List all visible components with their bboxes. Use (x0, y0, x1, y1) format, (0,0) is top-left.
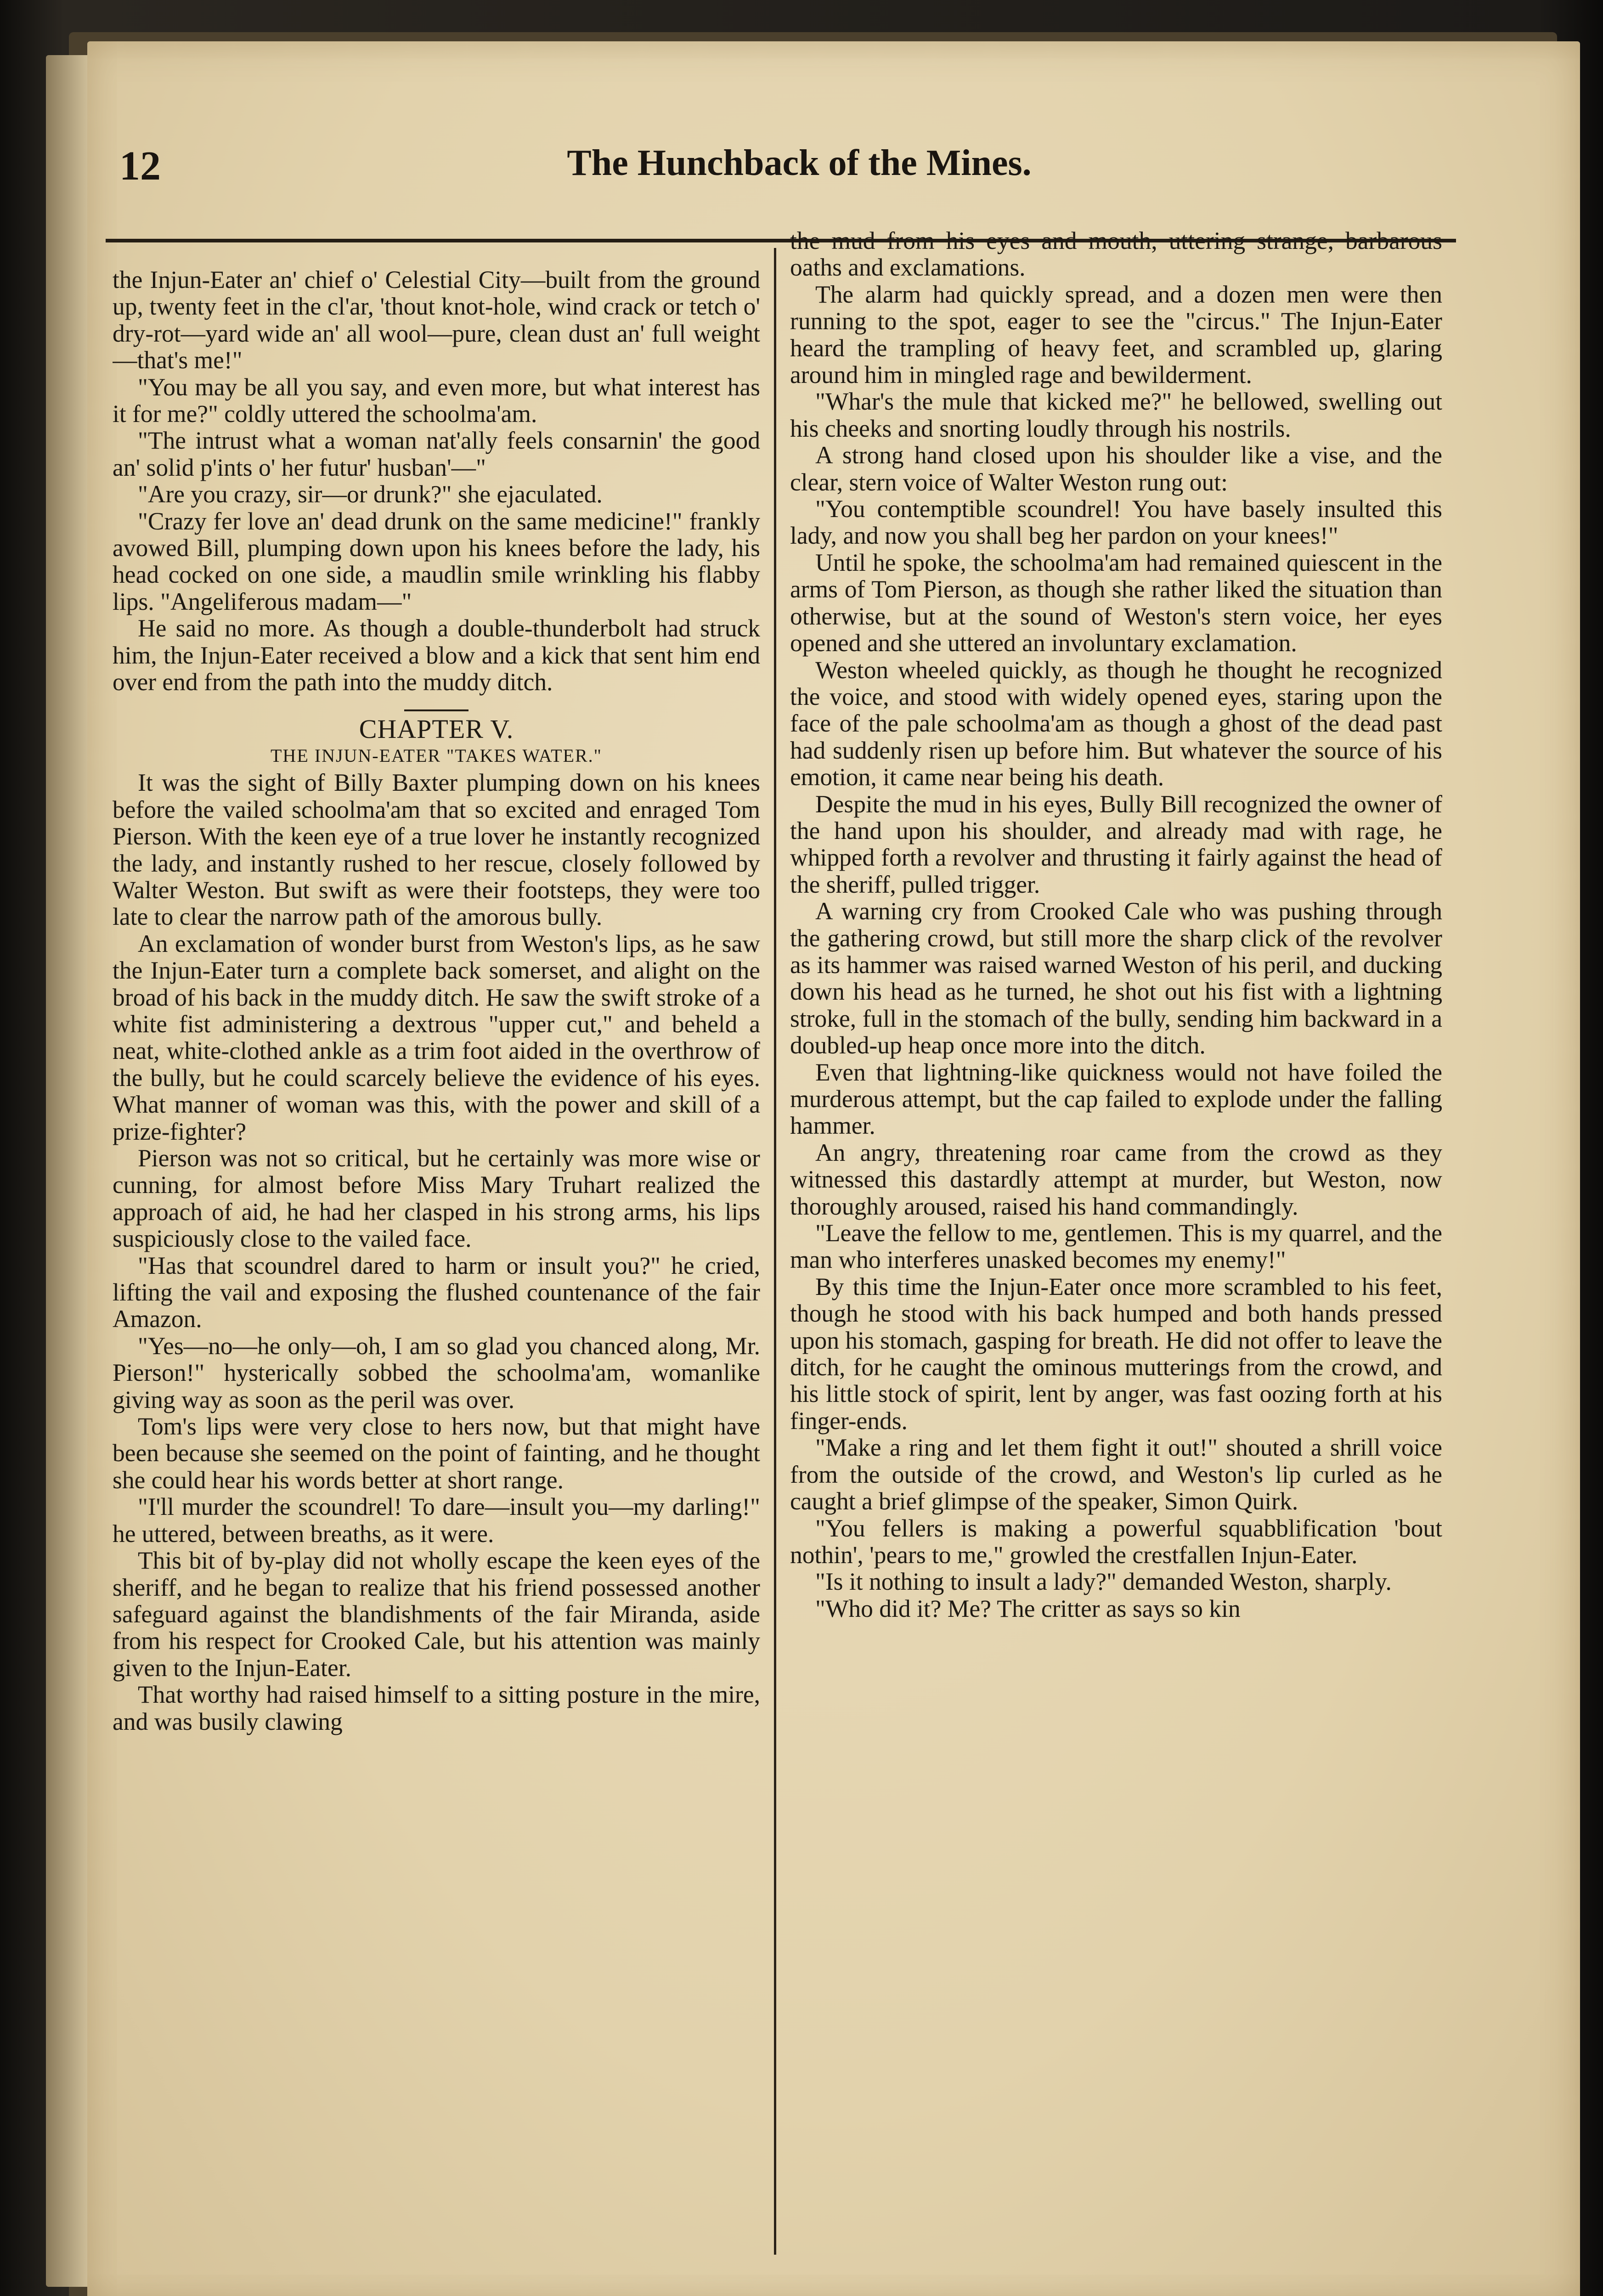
left-column (113, 266, 760, 2259)
paragraph: An exclamation of wonder burst from Weston's lips, as he saw the Injun-Eater turn a complete back somerset, and alight on the broad of his back in the muddy ditch. He saw the swift stroke of a white fist administering a dextrous "upper cut," and beheld a neat, white-clothed ankle as a trim foot aided in the overthrow of the bully, but he could scarcely believe the evidence of his eyes. What manner of woman was this, with the power and skill of a prize-fighter? (113, 929, 760, 1145)
paragraph: "You contemptible scoundrel! You have basely insulted this lady, and now you shall beg her pardon on your knees!" (790, 495, 1442, 550)
paragraph: "Make a ring and let them fight it out!" shouted a shrill voice from the outside of the crowd, and Weston's lip curled as he caught a brief glimpse of the speaker, Simon Quirk. (790, 1434, 1442, 1515)
paragraph: That worthy had raised himself to a sitting posture in the mire, and was busily clawing (113, 1681, 760, 1735)
paragraph: A strong hand closed upon his shoulder like a vise, and the clear, stern voice of Walter Weston rung out: (790, 441, 1442, 496)
paragraph: "Who did it? Me? The critter as says so kin (815, 1594, 1241, 1622)
column-divider (774, 248, 776, 2255)
paragraph: "Is it nothing to insult a lady?" demanded Weston, sharply. (815, 1568, 1392, 1596)
paragraph: "Crazy fer love an' dead drunk on the same medicine!" frankly avowed Bill, plumping down upon his knees before the lady, his head cocked on one side, a maudlin smile wrinkling his flabby lips. "Angeliferous madam—" (113, 507, 760, 615)
paragraph: An angry, threatening roar came from the crowd as they witnessed this dastardly attempt at murder, but Weston, now thoroughly aroused, raised his hand commandingly. (790, 1138, 1442, 1220)
page-header (106, 133, 1493, 211)
paragraph: "Whar's the mule that kicked me?" he bellowed, swelling out his cheeks and snorting loudly through his nostrils. (790, 388, 1442, 442)
paragraph: Until he spoke, the schoolma'am had remained quiescent in the arms of Tom Pierson, as though she rather liked the situation than otherwise, but at the sound of Weston's stern voice, her eyes opened and she uttered an involuntary exclamation. (790, 548, 1442, 657)
paragraph: This bit of by-play did not wholly escape the keen eyes of the sheriff, and he began to realize that his friend possessed another safeguard against the blandishments of the fair Miranda, aside from his respect for Crooked Cale, but his attention was mainly given to the Injun-Eater. (113, 1547, 760, 1682)
paragraph: the mud from his eyes and mouth, uttering strange, barbarous oaths and exclamations. (790, 227, 1442, 281)
paragraph: "Has that scoundrel dared to harm or insult you?" he cried, lifting the vail and exposing the flushed countenance of the fair Amazon. (113, 1251, 760, 1333)
paragraph: "I'll murder the scoundrel! To dare—insult you—my darling!" he uttered, between breaths, as it were. (113, 1493, 760, 1548)
paragraph: Even that lightning-like quickness would not have foiled the murderous attempt, but the cap failed to explode under the falling hammer. (790, 1058, 1442, 1140)
paragraph: "Yes—no—he only—oh, I am so glad you chanced along, Mr. Pierson!" hysterically sobbed the schoolma'am, womanlike giving way as soon as the peril was over. (113, 1332, 760, 1413)
running-title: The Hunchback of the Mines. (567, 143, 1032, 183)
paragraph: Tom's lips were very close to hers now, but that might have been because she seemed on the point of fainting, and he thought she could hear his words better at short range. (113, 1412, 760, 1494)
paragraph: He said no more. As though a double-thunderbolt had struck him, the Injun-Eater received a blow and a kick that sent him end over end from the path into the muddy ditch. (113, 614, 760, 696)
paragraph: the Injun-Eater an' chief o' Celestial City—built from the ground up, twenty feet in the cl'ar, 'thout knot-hole, wind crack or tetch o' dry-rot—yard wide an' all wool—pure, clean dust an' full weight—that's me!" (113, 266, 760, 374)
paragraph: "You fellers is making a powerful squabblification 'bout nothin', 'pears to me," growled the crestfallen Injun-Eater. (790, 1514, 1442, 1569)
page-binding-edge (46, 55, 87, 2287)
right-column (790, 227, 1442, 2220)
chapter-rule (404, 709, 468, 711)
chapter-heading: CHAPTER V. (359, 714, 514, 744)
paragraph: Weston wheeled quickly, as though he thought he recognized the voice, and stood with widely opened eyes, staring upon the face of the pale schoolma'am as though a ghost of the dead past had suddenly risen up before him. But whatever the source of his emotion, it came near being his death. (790, 656, 1442, 791)
paragraph: The alarm had quickly spread, and a dozen men were then running to the spot, eager to see the "circus." The Injun-Eater heard the trampling of heavy feet, and scrambled up, glaring around him in mingled rage and bewilderment. (790, 280, 1442, 389)
paragraph: Pierson was not so critical, but he certainly was more wise or cunning, for almost before Miss Mary Truhart realized the approach of aid, he had her clasped in his strong arms, his lips suspiciously close to the vailed face. (113, 1144, 760, 1253)
paragraph: By this time the Injun-Eater once more scrambled to his feet, though he stood with his back humped and both hands pressed upon his stomach, gasping for breath. He did not offer to leave the ditch, for he caught the ominous mutterings from the crowd, and his little stock of spirit, lent by anger, was fast oozing forth at his finger-ends. (790, 1272, 1442, 1435)
paragraph: "The intrust what a woman nat'ally feels consarnin' the good an' solid p'ints o' her futur' husban'—" (113, 427, 760, 481)
paragraph: "You may be all you say, and even more, but what interest has it for me?" coldly uttered the schoolma'am. (113, 373, 760, 428)
paragraph: "Are you crazy, sir—or drunk?" she ejaculated. (138, 480, 603, 508)
paragraph: A warning cry from Crooked Cale who was pushing through the gathering crowd, but still more the sharp click of the revolver as its hammer was raised warned Weston of his peril, and ducking down his head as he turned, he shot out his fist with a lightning stroke, full in the stomach of the bully, sending him backward in a doubled-up heap once more into the ditch. (790, 897, 1442, 1059)
paragraph: It was the sight of Billy Baxter plumping down on his knees before the vailed schoolma'am that so excited and enraged Tom Pierson. With the keen eye of a true lover he instantly recognized the lady, and instantly rushed to her rescue, closely followed by Walter Weston. But swift as were their footsteps, they were too late to clear the narrow path of the amorous bully. (113, 769, 760, 931)
page-number: 12 (119, 143, 161, 189)
paragraph: "Leave the fellow to me, gentlemen. This is my quarrel, and the man who interferes unasked becomes my enemy!" (790, 1219, 1442, 1274)
paragraph: Despite the mud in his eyes, Bully Bill recognized the owner of the hand upon his shoulder, and already mad with rage, he whipped forth a revolver and thrusting it fairly against the head of the sheriff, pulled trigger. (790, 790, 1442, 898)
chapter-subtitle: THE INJUN-EATER "TAKES WATER." (271, 745, 602, 766)
book-page (87, 41, 1580, 2296)
